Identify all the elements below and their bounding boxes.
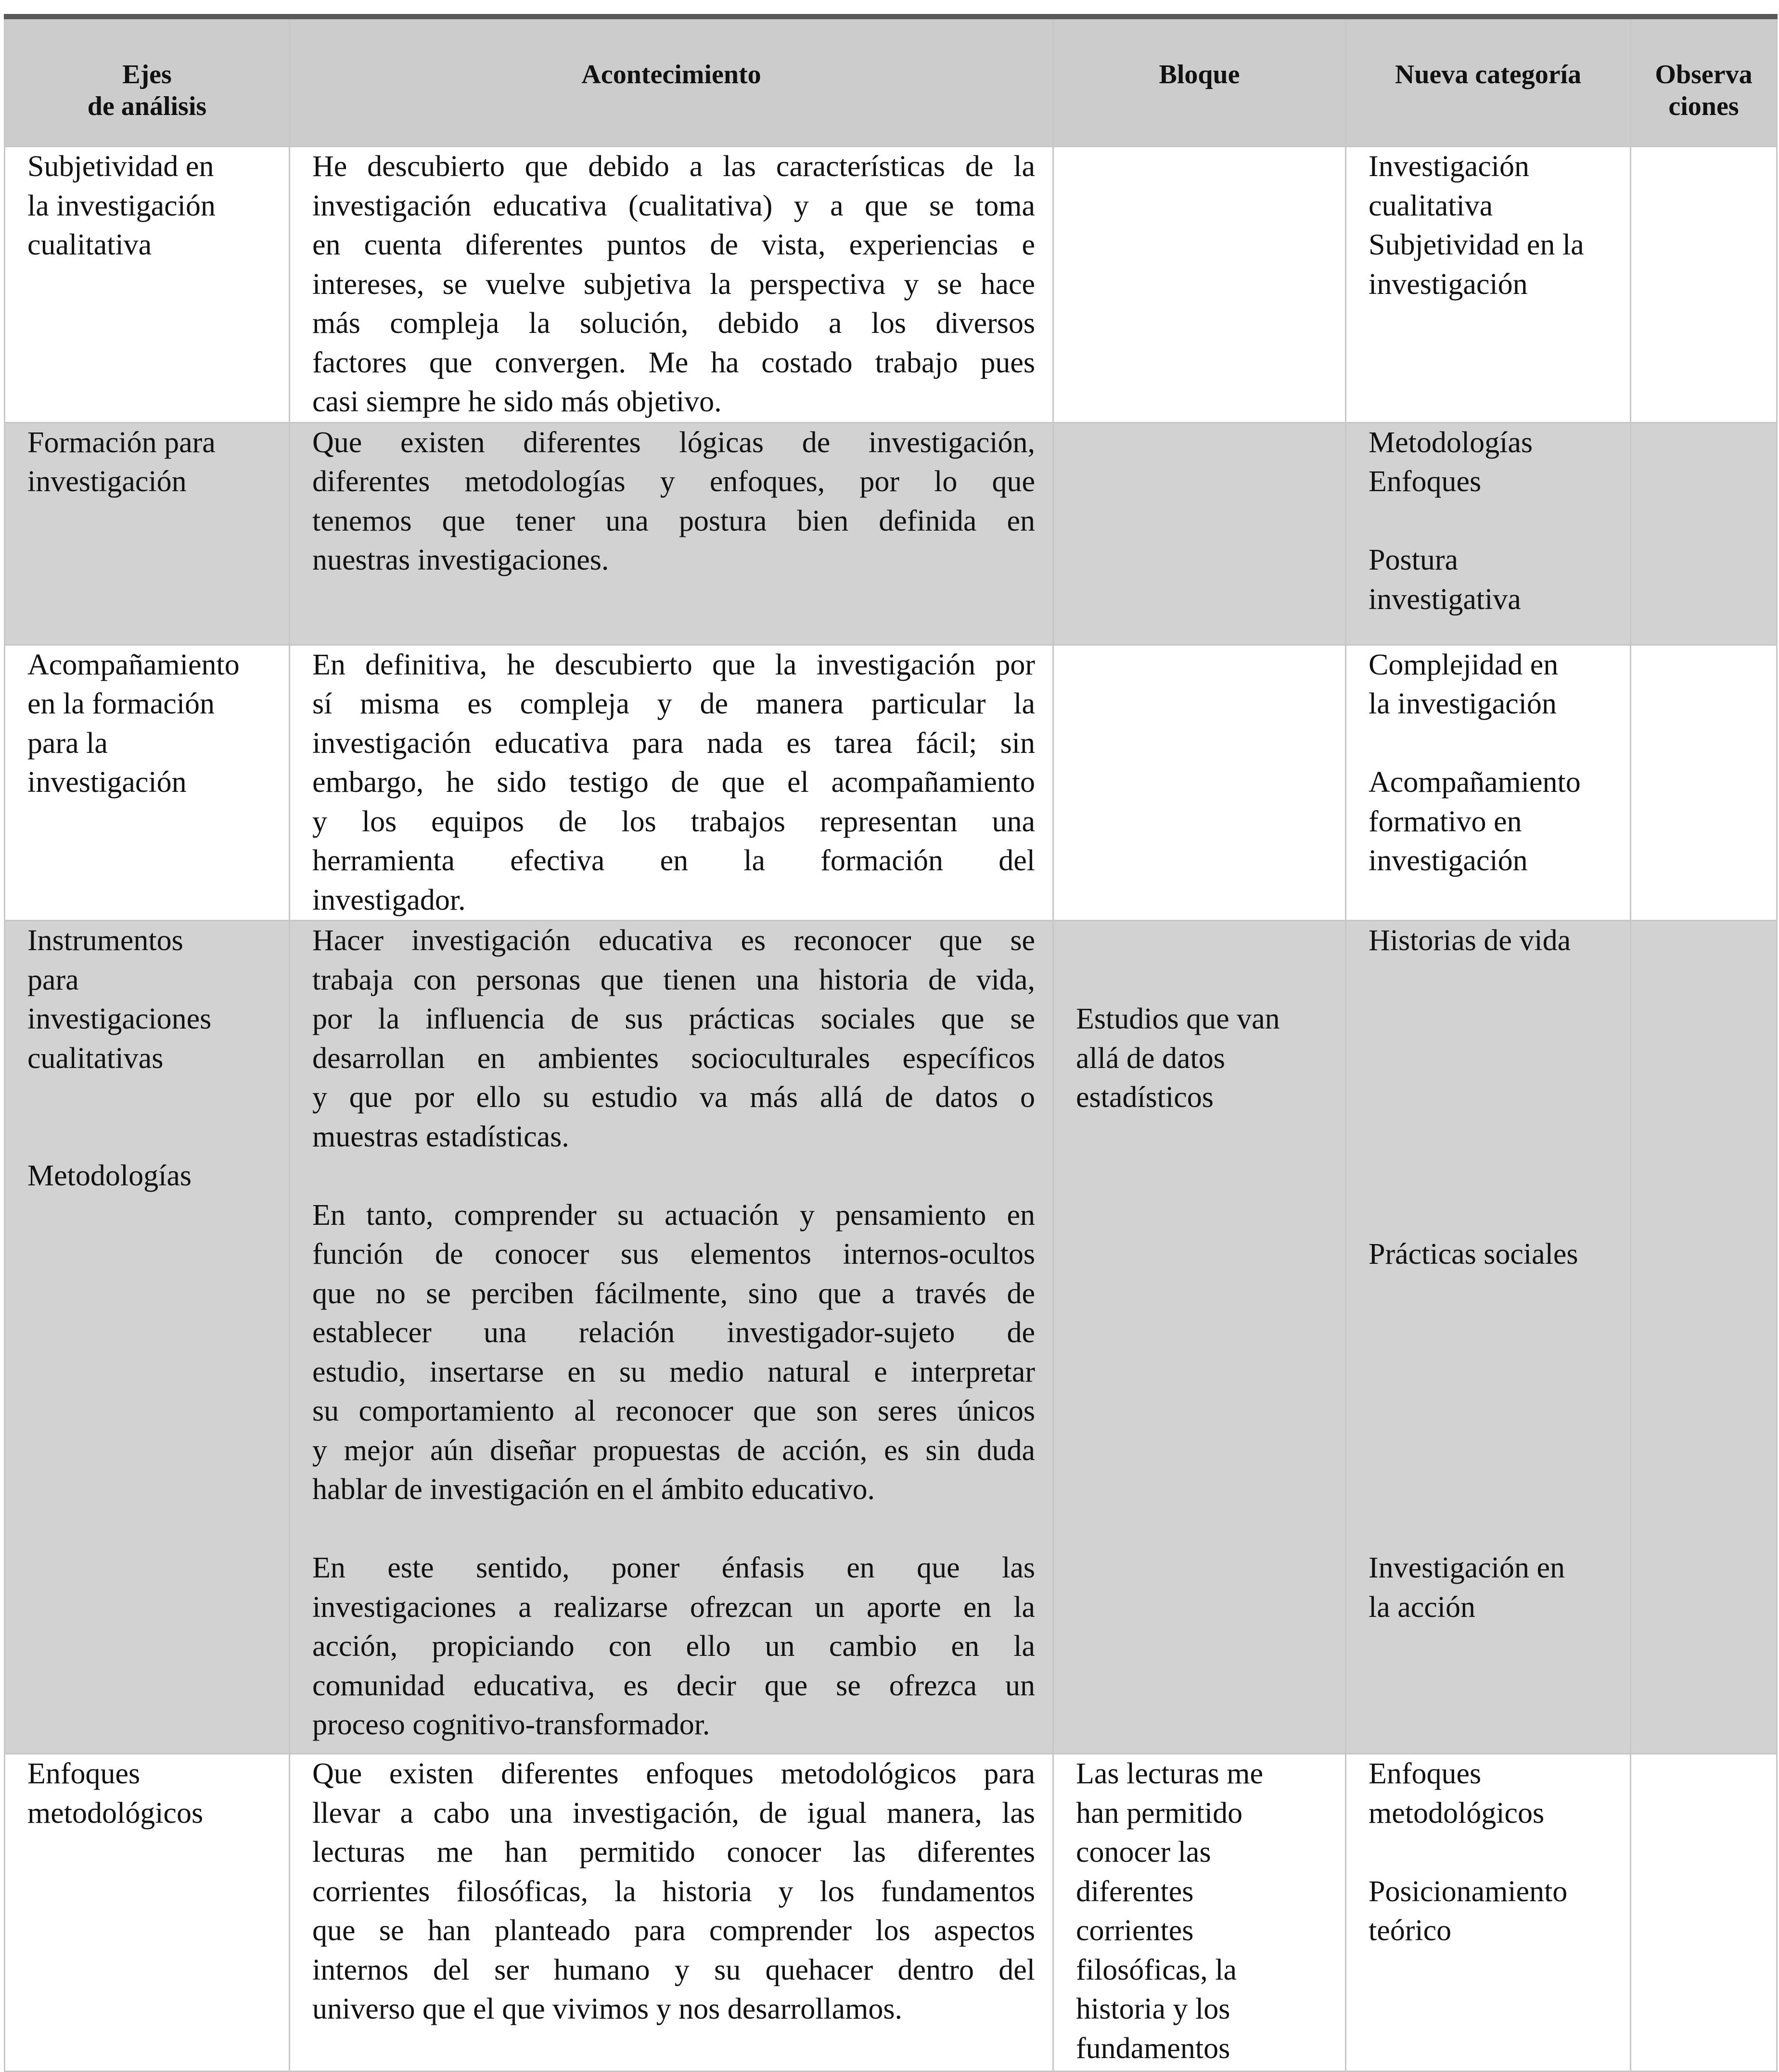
cell-text-line: Metodologías	[1369, 426, 1533, 459]
header-nueva-categoria	[1346, 17, 1631, 147]
table-row	[5, 921, 1777, 1754]
blank-line	[1369, 1431, 1613, 1471]
cell-text-line: establecer una relación investigador-sujeto de	[312, 1316, 1035, 1349]
table-row	[5, 147, 1777, 423]
blank-line	[1369, 502, 1613, 541]
cell-text-line: Acompañamiento	[27, 648, 240, 681]
cell-text-line: investigación educativa (cualitativa) y a que se toma	[312, 189, 1035, 222]
cell-text-line: cualitativas	[27, 1042, 164, 1075]
cell-text-line: estudio, insertarse en su medio natural e interpretar	[312, 1355, 1035, 1388]
cell-bloque	[1053, 921, 1346, 1754]
cell-text-line: formativo en	[1369, 805, 1522, 838]
cell-text-line: para	[27, 963, 79, 996]
cell-text-line: Posicionamiento	[1369, 1875, 1568, 1908]
blank-line	[1076, 921, 1328, 961]
cell-text-line: diferentes	[1076, 1875, 1194, 1908]
cell-text-line: trabaja con personas que tienen una historia de vida,	[312, 963, 1035, 996]
blank-line	[1369, 1470, 1613, 1510]
cell-text-line: estadísticos	[1076, 1081, 1214, 1114]
cell-text-line: Hacer investigación educativa es reconocer que se	[312, 924, 1035, 957]
cell-text-line: Formación para	[27, 426, 216, 459]
cell-text-line: Historias de vida	[1369, 924, 1571, 957]
cell-text-line: Postura	[1369, 544, 1458, 576]
header-row	[5, 17, 1777, 147]
cell-text-line: por la influencia de sus prácticas sociales que se	[312, 1003, 1035, 1035]
cell-text-line: más compleja la solución, debido a los diversos	[312, 307, 1035, 340]
blank-line	[1369, 1392, 1613, 1431]
cell-text-line: que se han planteado para comprender los aspectos	[312, 1914, 1035, 1947]
cell-acontecimiento	[290, 645, 1053, 921]
cell-ejes	[5, 645, 290, 921]
cell-text-line: investigativa	[1369, 583, 1521, 616]
cell-text-line: historia y los	[1076, 1993, 1230, 2025]
table-row	[5, 1754, 1777, 2072]
cell-observaciones	[1631, 645, 1777, 921]
cell-text-line: en cuenta diferentes puntos de vista, experiencias e	[312, 229, 1035, 261]
cell-text-line: Enfoques	[1369, 465, 1482, 498]
cell-text-line: muestras estadísticas.	[312, 1120, 569, 1153]
cell-text-line: fundamentos	[1076, 2032, 1230, 2065]
cell-text-line: diferentes metodologías y enfoques, por lo que	[312, 465, 1035, 498]
cell-text-line: intereses, se vuelve subjetiva la perspectiva y se hace	[312, 267, 1035, 301]
cell-text-line: cualitativa	[27, 229, 152, 261]
cell-text-line: factores que convergen. Me ha costado trabajo pues	[312, 346, 1035, 379]
cell-text-line: embargo, he sido testigo de que el acompañamiento	[312, 766, 1035, 799]
header-text: Acontecimiento	[581, 60, 761, 89]
blank-line	[1369, 961, 1613, 1000]
header-ejes	[5, 17, 290, 147]
cell-ejes	[5, 1754, 290, 2072]
analysis-table	[4, 14, 1778, 2072]
cell-text-line: Que existen diferentes lógicas de investigación,	[312, 426, 1035, 459]
cell-text-line: investigación	[1369, 267, 1528, 301]
cell-acontecimiento	[290, 1754, 1053, 2072]
blank-line	[1369, 1833, 1613, 1872]
cell-text-line: llevar a cabo una investigación, de igual manera, las	[312, 1796, 1035, 1830]
cell-ejes	[5, 147, 290, 423]
cell-ejes	[5, 921, 290, 1754]
cell-observaciones	[1631, 921, 1777, 1754]
cell-text-line: en la formación	[27, 687, 215, 720]
cell-text-line: Estudios que van	[1076, 1003, 1280, 1035]
cell-text-line: y mejor aún diseñar propuestas de acción, es sin duda	[312, 1434, 1035, 1467]
cell-text-line: comunidad educativa, es decir que se ofrezca un	[312, 1669, 1035, 1702]
cell-text-line: sí misma es compleja y de manera particular la	[312, 687, 1035, 720]
cell-text-line: Prácticas sociales	[1369, 1238, 1578, 1271]
cell-text-line: Metodologías	[27, 1159, 192, 1192]
cell-text-line: la investigación	[27, 189, 216, 222]
blank-line	[1369, 1078, 1613, 1118]
blank-line	[27, 1118, 271, 1157]
cell-acontecimiento	[290, 422, 1053, 645]
cell-text-line: allá de datos	[1076, 1042, 1225, 1075]
cell-text-line: Investigación	[1369, 150, 1530, 183]
cell-text-line: universo que el que vivimos y nos desarrollamos.	[312, 1993, 903, 2025]
blank-line	[1369, 1510, 1613, 1549]
cell-text-line: su comportamiento al reconocer que son seres únicos	[312, 1395, 1035, 1427]
cell-nueva-categoria	[1346, 1754, 1631, 2072]
header-acontecimiento	[290, 17, 1053, 147]
cell-text-line: la acción	[1369, 1590, 1476, 1624]
cell-text-line: Enfoques	[1369, 1757, 1482, 1790]
cell-text-line: proceso cognitivo-transformador.	[312, 1708, 710, 1741]
blank-line	[1369, 724, 1613, 763]
cell-text-line: tenemos que tener una postura bien definida en	[312, 504, 1035, 537]
cell-observaciones	[1631, 147, 1777, 423]
cell-text-line: investigaciones a realizarse ofrezcan un aporte en la	[312, 1590, 1035, 1624]
table-row	[5, 645, 1777, 921]
blank-line	[1076, 961, 1328, 1000]
cell-text-line: corrientes	[1076, 1914, 1194, 1947]
cell-bloque	[1053, 147, 1346, 423]
blank-line	[1369, 1313, 1613, 1353]
blank-line	[1369, 1039, 1613, 1079]
header-observaciones	[1631, 17, 1777, 147]
header-text: Ejes	[122, 60, 172, 89]
table-row	[5, 422, 1777, 645]
cell-text-line: investigación	[1369, 844, 1528, 877]
blank-line	[1369, 1274, 1613, 1314]
cell-text-line: En tanto, comprender su actuación y pensamiento en	[312, 1198, 1035, 1232]
header-text: Nueva categoría	[1395, 60, 1582, 89]
cell-text-line: casi siempre he sido más objetivo.	[312, 385, 722, 418]
blank-line	[1369, 1000, 1613, 1039]
table-body	[5, 147, 1777, 2072]
cell-text-line: metodológicos	[27, 1796, 204, 1830]
cell-text-line: Subjetividad en	[27, 150, 214, 183]
header-bloque	[1053, 17, 1346, 147]
blank-line	[27, 1078, 271, 1118]
cell-text-line: corrientes filosóficas, la historia y los fundamentos	[312, 1875, 1035, 1908]
cell-text-line: teórico	[1369, 1914, 1452, 1947]
cell-nueva-categoria	[1346, 422, 1631, 645]
cell-text-line: Instrumentos	[27, 924, 183, 957]
blank-line	[1369, 1118, 1613, 1157]
cell-text-line: investigaciones	[27, 1003, 212, 1035]
header-text: de análisis	[87, 91, 207, 121]
cell-text-line: Que existen diferentes enfoques metodológicos para	[312, 1757, 1035, 1790]
cell-bloque	[1053, 422, 1346, 645]
cell-observaciones	[1631, 1754, 1777, 2072]
cell-text-line: metodológicos	[1369, 1796, 1545, 1830]
cell-text-line: En definitiva, he descubierto que la investigación por	[312, 648, 1035, 681]
blank-line	[1369, 1353, 1613, 1392]
cell-bloque	[1053, 1754, 1346, 2072]
header-text: ciones	[1668, 91, 1739, 121]
cell-nueva-categoria	[1346, 645, 1631, 921]
blank-line	[312, 1510, 1035, 1549]
cell-text-line: y que por ello su estudio va más allá de datos o	[312, 1081, 1035, 1114]
cell-text-line: investigación	[27, 465, 187, 498]
cell-text-line: y los equipos de los trabajos representan una	[312, 805, 1035, 838]
cell-text-line: Las lecturas me	[1076, 1757, 1264, 1790]
cell-observaciones	[1631, 422, 1777, 645]
header-text: Observa	[1655, 60, 1753, 89]
cell-acontecimiento	[290, 921, 1053, 1754]
cell-text-line: Subjetividad en la	[1369, 229, 1584, 261]
cell-text-line: investigador.	[312, 883, 466, 916]
cell-nueva-categoria	[1346, 147, 1631, 423]
cell-text-line: Acompañamiento	[1369, 766, 1581, 799]
cell-text-line: para la	[27, 726, 108, 760]
cell-text-line: cualitativa	[1369, 189, 1493, 222]
cell-text-line: función de conocer sus elementos internos-ocultos	[312, 1238, 1035, 1271]
blank-line	[312, 1157, 1035, 1196]
cell-text-line: He descubierto que debido a las características de la	[312, 150, 1035, 183]
cell-text-line: que no se perciben fácilmente, sino que a través de	[312, 1277, 1035, 1310]
cell-text-line: han permitido	[1076, 1796, 1243, 1830]
cell-text-line: Complejidad en	[1369, 648, 1559, 681]
blank-line	[1369, 1157, 1613, 1196]
cell-ejes	[5, 422, 290, 645]
cell-text-line: Investigación en	[1369, 1551, 1565, 1584]
cell-text-line: herramienta efectiva en la formación del	[312, 844, 1035, 877]
cell-text-line: internos del ser humano y su quehacer dentro del	[312, 1953, 1035, 1986]
cell-text-line: lecturas me han permitido conocer las diferentes	[312, 1836, 1035, 1869]
cell-nueva-categoria	[1346, 921, 1631, 1754]
cell-bloque	[1053, 645, 1346, 921]
blank-line	[1369, 1196, 1613, 1235]
cell-text-line: En este sentido, poner énfasis en que las	[312, 1551, 1035, 1584]
cell-text-line: Enfoques	[27, 1757, 141, 1790]
cell-text-line: investigación	[27, 766, 187, 799]
cell-acontecimiento	[290, 147, 1053, 423]
cell-text-line: investigación educativa para nada es tarea fácil; sin	[312, 726, 1035, 760]
cell-text-line: filosóficas, la	[1076, 1953, 1237, 1986]
cell-text-line: conocer las	[1076, 1836, 1211, 1869]
cell-text-line: acción, propiciando con ello un cambio en la	[312, 1630, 1035, 1663]
cell-text-line: desarrollan en ambientes socioculturales específicos	[312, 1042, 1035, 1075]
header-text: Bloque	[1159, 60, 1240, 89]
cell-text-line: la investigación	[1369, 687, 1557, 720]
cell-text-line: nuestras investigaciones.	[312, 544, 609, 576]
cell-text-line: hablar de investigación en el ámbito educativo.	[312, 1473, 875, 1506]
